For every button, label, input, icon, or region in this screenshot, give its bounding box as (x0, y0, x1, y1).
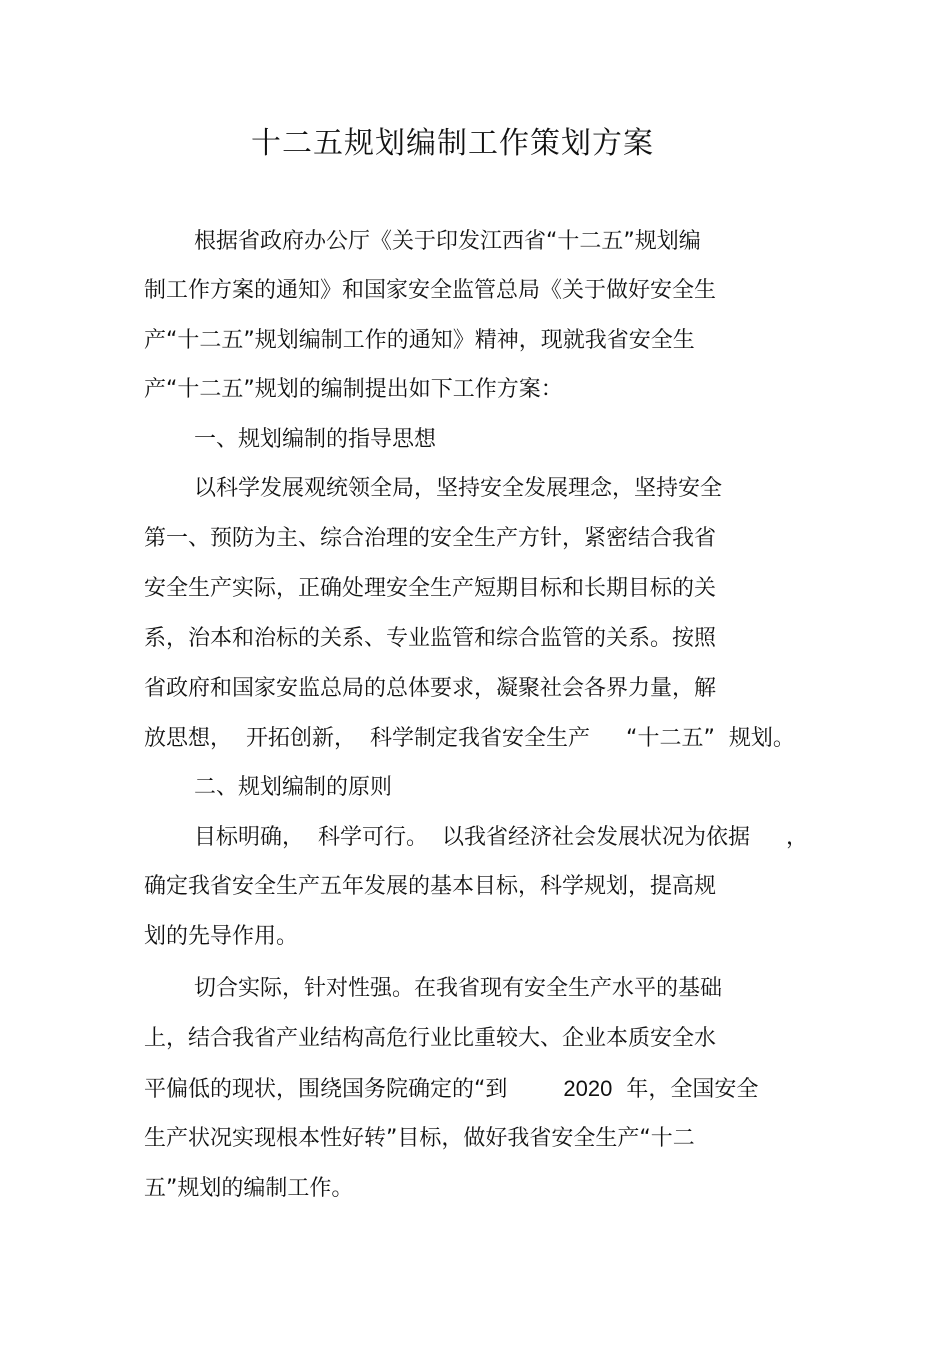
paragraph-line: 五”规划的编制工作。 (144, 1176, 354, 1201)
paragraph-line (144, 1073, 758, 1106)
text-segment: 科学制定我省安全生产 (370, 726, 591, 751)
text-segment: 年，全国安全 (626, 1077, 759, 1102)
paragraph-line: 第一、预防为主、综合治理的安全生产方针，紧密结合我省 (144, 526, 717, 551)
paragraph-line (144, 723, 795, 755)
paragraph-line: 安全生产实际，正确处理安全生产短期目标和长期目标的关 (144, 576, 717, 601)
text-segment: 开拓创新， (246, 726, 357, 751)
text-segment: ， (786, 825, 809, 850)
text-segment: 放思想， (144, 726, 233, 751)
paragraph-line: 以科学发展观统领全局，坚持安全发展理念，坚持安全 (194, 476, 723, 501)
paragraph-line: 产“十二五”规划编制工作的通知》精神，现就我省安全生 (144, 328, 695, 353)
year-number: 2020 (563, 1076, 613, 1101)
section-heading: 一、规划编制的指导思想 (194, 427, 437, 452)
paragraph-line: 产“十二五”规划的编制提出如下工作方案： (144, 377, 563, 402)
paragraph-line: 根据省政府办公厅《关于印发江西省“十二五”规划编 (194, 229, 701, 254)
paragraph-line: 省政府和国家安监总局的总体要求，凝聚社会各界力量，解 (144, 676, 717, 701)
paragraph-line (194, 822, 808, 854)
paragraph-line: 生产状况实现根本性好转”目标，做好我省安全生产“十二 (144, 1126, 695, 1151)
section-heading: 二、规划编制的原则 (194, 775, 393, 800)
text-segment: 目标明确， (194, 825, 305, 850)
paragraph-line: 上，结合我省产业结构高危行业比重较大、企业本质安全水 (144, 1026, 717, 1051)
text-segment: 科学可行。 (318, 825, 429, 850)
paragraph-line: 划的先导作用。 (144, 924, 299, 949)
text-segment: 以我省经济社会发展状况为依据 (442, 825, 751, 850)
paragraph-line: 系，治本和治标的关系、专业监管和综合监管的关系。按照 (144, 626, 717, 651)
paragraph-line: 制工作方案的通知》和国家安全监管总局《关于做好安全生 (144, 278, 717, 303)
text-segment: “十二五” (626, 726, 715, 751)
paragraph-line: 确定我省安全生产五年发展的基本目标，科学规划，提高规 (144, 874, 717, 899)
text-segment: 规划。 (728, 726, 795, 751)
paragraph-line: 切合实际，针对性强。在我省现有安全生产水平的基础 (194, 976, 723, 1001)
document-title: 十二五规划编制工作策划方案 (251, 126, 654, 161)
text-segment: 平偏低的现状，围绕国务院确定的“到 (144, 1077, 508, 1102)
